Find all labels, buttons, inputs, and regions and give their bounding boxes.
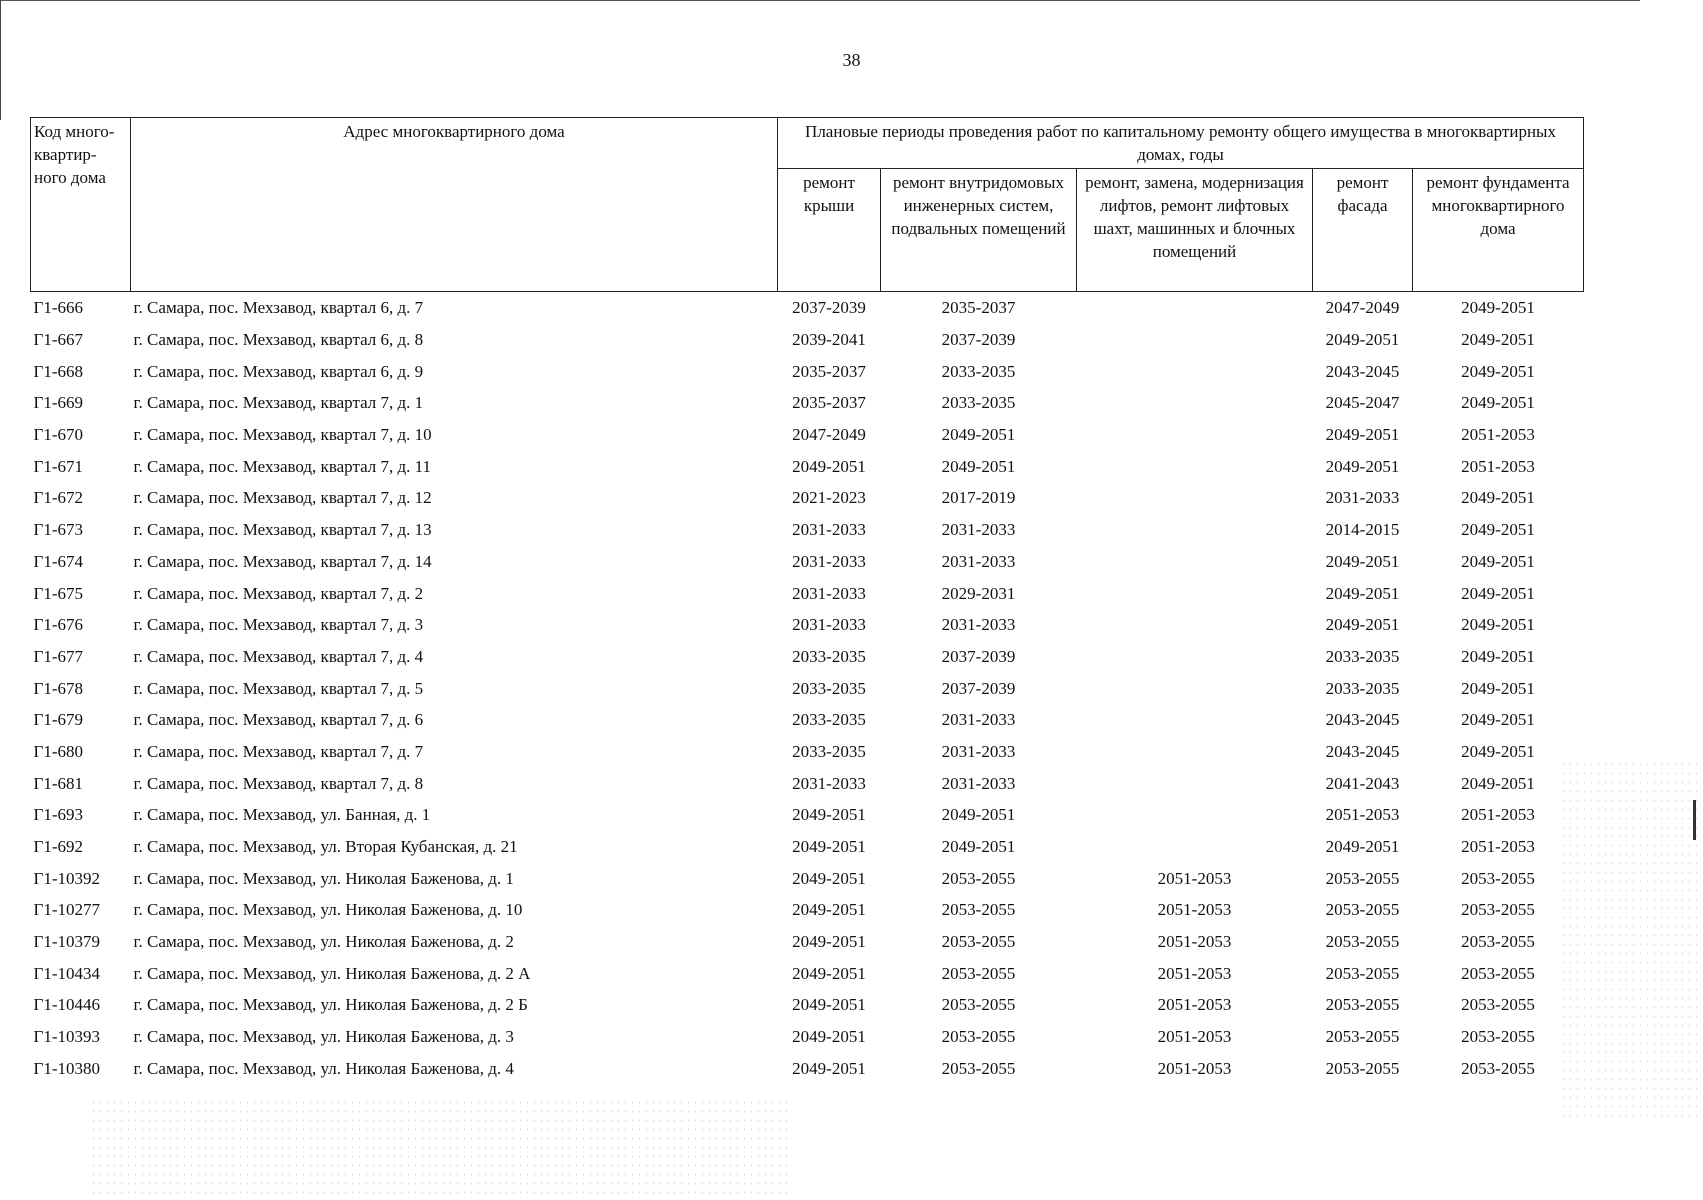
cell-engineering: 2035-2037: [941, 298, 1016, 318]
cell-engineering: 2053-2055: [941, 868, 1016, 888]
table-row: [31, 1053, 1584, 1085]
cell-lifts: 2051-2053: [1157, 1058, 1232, 1078]
cell-facade: 2053-2055: [1325, 1058, 1400, 1078]
cell-engineering: 2031-2033: [941, 741, 1016, 761]
header-foundation: ремонт фундамента многоквартирного дома: [1413, 169, 1584, 292]
cell-facade: 2049-2051: [1325, 425, 1400, 445]
cell-lifts: [1077, 609, 1313, 641]
cell-engineering: 2049-2051: [941, 805, 1016, 825]
cell-code: Г1-10434: [33, 963, 100, 983]
table-row: [31, 672, 1584, 704]
cell-lifts: [1077, 831, 1313, 863]
header-address: Адрес многоквартирного дома: [131, 118, 778, 292]
cell-roof: 2049-2051: [792, 1027, 866, 1047]
cell-address: г. Самара, пос. Мехзавод, ул. Николая Баженова, д. 1: [133, 868, 514, 888]
cell-address: г. Самара, пос. Мехзавод, ул. Николая Баженова, д. 2 Б: [133, 995, 528, 1015]
table-row: [31, 514, 1584, 546]
scan-noise-bottom: [90, 1098, 790, 1198]
table-header: [31, 118, 1584, 292]
cell-address: г. Самара, пос. Мехзавод, ул. Николая Баженова, д. 2 А: [133, 963, 531, 983]
cell-roof: 2035-2037: [792, 393, 866, 413]
cell-engineering: 2017-2019: [941, 488, 1016, 508]
cell-roof: 2033-2035: [792, 710, 866, 730]
cell-code: Г1-10392: [33, 868, 100, 888]
cell-lifts: 2051-2053: [1157, 868, 1232, 888]
cell-lifts: [1077, 641, 1313, 673]
table-row: [31, 419, 1584, 451]
cell-engineering: 2031-2033: [941, 551, 1016, 571]
cell-foundation: 2049-2051: [1461, 551, 1535, 571]
cell-roof: 2031-2033: [792, 583, 866, 603]
cell-foundation: 2049-2051: [1461, 741, 1535, 761]
cell-facade: 2031-2033: [1325, 488, 1400, 508]
cell-foundation: 2053-2055: [1461, 900, 1535, 920]
binding-mark: [1693, 800, 1696, 840]
cell-foundation: 2053-2055: [1461, 963, 1535, 983]
cell-address: г. Самара, пос. Мехзавод, квартал 7, д. 2: [133, 583, 424, 603]
cell-engineering: 2031-2033: [941, 773, 1016, 793]
cell-facade: 2014-2015: [1325, 520, 1400, 540]
cell-facade: 2053-2055: [1325, 963, 1400, 983]
cell-engineering: 2029-2031: [941, 583, 1016, 603]
cell-facade: 2047-2049: [1325, 298, 1400, 318]
cell-foundation: 2049-2051: [1461, 488, 1535, 508]
cell-foundation: 2053-2055: [1461, 1027, 1535, 1047]
cell-code: Г1-680: [33, 741, 83, 761]
cell-facade: 2053-2055: [1325, 995, 1400, 1015]
table-row: [31, 292, 1584, 324]
cell-lifts: [1077, 736, 1313, 768]
cell-lifts: [1077, 767, 1313, 799]
table-row: [31, 957, 1584, 989]
cell-roof: 2031-2033: [792, 551, 866, 571]
cell-engineering: 2031-2033: [941, 710, 1016, 730]
cell-engineering: 2053-2055: [941, 932, 1016, 952]
cell-facade: 2049-2051: [1325, 615, 1400, 635]
table-row: [31, 926, 1584, 958]
cell-lifts: [1077, 387, 1313, 419]
cell-lifts: [1077, 799, 1313, 831]
cell-foundation: 2051-2053: [1461, 456, 1535, 476]
table-row: [31, 324, 1584, 356]
table-row: [31, 355, 1584, 387]
header-periods-group: Плановые периоды проведения работ по капитальному ремонту общего имущества в многоквартирных домах, годы: [778, 118, 1584, 169]
cell-code: Г1-673: [33, 520, 83, 540]
table-row: [31, 894, 1584, 926]
header-engineering: ремонт внутридомовых инженерных систем, подвальных помещений: [881, 169, 1077, 292]
table-row: [31, 862, 1584, 894]
table-row: [31, 577, 1584, 609]
cell-roof: 2037-2039: [792, 298, 866, 318]
repair-schedule-table: [30, 117, 1584, 1084]
cell-roof: 2049-2051: [792, 868, 866, 888]
cell-foundation: 2049-2051: [1461, 330, 1535, 350]
cell-address: г. Самара, пос. Мехзавод, квартал 7, д. 14: [133, 551, 432, 571]
cell-engineering: 2031-2033: [941, 520, 1016, 540]
cell-lifts: [1077, 546, 1313, 578]
table-row: [31, 831, 1584, 863]
cell-lifts: 2051-2053: [1157, 1027, 1232, 1047]
cell-code: Г1-677: [33, 646, 83, 666]
cell-code: Г1-10446: [33, 995, 100, 1015]
cell-code: Г1-692: [33, 837, 83, 857]
table-row: [31, 989, 1584, 1021]
cell-address: г. Самара, пос. Мехзавод, квартал 7, д. 7: [133, 741, 424, 761]
cell-roof: 2049-2051: [792, 995, 866, 1015]
header-lifts: ремонт, замена, модернизация лифтов, ремонт лифтовых шахт, машинных и блочных помещений: [1077, 169, 1313, 292]
scan-edge-top: [0, 0, 1640, 1]
cell-address: г. Самара, пос. Мехзавод, квартал 6, д. 9: [133, 361, 424, 381]
cell-engineering: 2053-2055: [941, 1027, 1016, 1047]
cell-roof: 2031-2033: [792, 615, 866, 635]
cell-lifts: 2051-2053: [1157, 932, 1232, 952]
cell-lifts: [1077, 514, 1313, 546]
cell-address: г. Самара, пос. Мехзавод, ул. Вторая Кубанская, д. 21: [133, 837, 518, 857]
cell-lifts: [1077, 292, 1313, 324]
cell-facade: 2043-2045: [1325, 361, 1400, 381]
cell-facade: 2053-2055: [1325, 1027, 1400, 1047]
cell-foundation: 2051-2053: [1461, 805, 1535, 825]
cell-roof: 2049-2051: [792, 805, 866, 825]
header-code: Код много-квартир-ного дома: [31, 118, 131, 292]
cell-lifts: [1077, 419, 1313, 451]
cell-lifts: 2051-2053: [1157, 900, 1232, 920]
cell-address: г. Самара, пос. Мехзавод, квартал 7, д. 6: [133, 710, 424, 730]
table-row: [31, 736, 1584, 768]
cell-roof: 2049-2051: [792, 456, 866, 476]
cell-roof: 2039-2041: [792, 330, 866, 350]
cell-code: Г1-10277: [33, 900, 100, 920]
cell-address: г. Самара, пос. Мехзавод, квартал 7, д. 11: [133, 456, 432, 476]
cell-code: Г1-668: [33, 361, 83, 381]
cell-lifts: [1077, 324, 1313, 356]
cell-engineering: 2049-2051: [941, 837, 1016, 857]
cell-code: Г1-676: [33, 615, 83, 635]
cell-foundation: 2049-2051: [1461, 583, 1535, 603]
cell-address: г. Самара, пос. Мехзавод, ул. Николая Баженова, д. 4: [133, 1058, 514, 1078]
table-row: [31, 387, 1584, 419]
cell-address: г. Самара, пос. Мехзавод, квартал 7, д. 12: [133, 488, 432, 508]
cell-address: г. Самара, пос. Мехзавод, квартал 7, д. 8: [133, 773, 424, 793]
cell-lifts: [1077, 482, 1313, 514]
cell-foundation: 2049-2051: [1461, 773, 1535, 793]
table-row: [31, 641, 1584, 673]
cell-address: г. Самара, пос. Мехзавод, квартал 7, д. 3: [133, 615, 424, 635]
cell-facade: 2033-2035: [1325, 678, 1400, 698]
cell-roof: 2035-2037: [792, 361, 866, 381]
cell-code: Г1-669: [33, 393, 83, 413]
cell-roof: 2049-2051: [792, 1058, 866, 1078]
cell-engineering: 2053-2055: [941, 963, 1016, 983]
cell-foundation: 2049-2051: [1461, 393, 1535, 413]
cell-facade: 2033-2035: [1325, 646, 1400, 666]
header-roof: ремонт крыши: [778, 169, 881, 292]
table-row: [31, 1021, 1584, 1053]
cell-facade: 2049-2051: [1325, 330, 1400, 350]
cell-code: Г1-667: [33, 330, 83, 350]
cell-code: Г1-670: [33, 425, 83, 445]
cell-code: Г1-10380: [33, 1058, 100, 1078]
cell-code: Г1-10393: [33, 1027, 100, 1047]
cell-address: г. Самара, пос. Мехзавод, квартал 7, д. 1: [133, 393, 424, 413]
cell-lifts: [1077, 704, 1313, 736]
table-row: [31, 450, 1584, 482]
cell-facade: 2049-2051: [1325, 551, 1400, 571]
scan-noise-right: [1560, 760, 1703, 1120]
cell-facade: 2053-2055: [1325, 932, 1400, 952]
cell-engineering: 2031-2033: [941, 615, 1016, 635]
cell-foundation: 2049-2051: [1461, 361, 1535, 381]
cell-address: г. Самара, пос. Мехзавод, квартал 6, д. 8: [133, 330, 424, 350]
cell-roof: 2033-2035: [792, 646, 866, 666]
cell-facade: 2041-2043: [1325, 773, 1400, 793]
cell-code: Г1-671: [33, 456, 83, 476]
cell-address: г. Самара, пос. Мехзавод, квартал 7, д. 4: [133, 646, 424, 666]
cell-address: г. Самара, пос. Мехзавод, квартал 7, д. 13: [133, 520, 432, 540]
cell-facade: 2043-2045: [1325, 710, 1400, 730]
cell-facade: 2049-2051: [1325, 456, 1400, 476]
cell-engineering: 2049-2051: [941, 456, 1016, 476]
table-row: [31, 767, 1584, 799]
cell-roof: 2033-2035: [792, 678, 866, 698]
cell-foundation: 2049-2051: [1461, 646, 1535, 666]
cell-engineering: 2033-2035: [941, 361, 1016, 381]
cell-code: Г1-693: [33, 805, 83, 825]
cell-foundation: 2053-2055: [1461, 1058, 1535, 1078]
cell-foundation: 2053-2055: [1461, 995, 1535, 1015]
cell-lifts: 2051-2053: [1157, 963, 1232, 983]
cell-foundation: 2053-2055: [1461, 868, 1535, 888]
cell-lifts: [1077, 450, 1313, 482]
cell-engineering: 2053-2055: [941, 900, 1016, 920]
cell-code: Г1-666: [33, 298, 83, 318]
cell-foundation: 2053-2055: [1461, 932, 1535, 952]
cell-address: г. Самара, пос. Мехзавод, квартал 7, д. 5: [133, 678, 424, 698]
cell-code: Г1-672: [33, 488, 83, 508]
cell-code: Г1-679: [33, 710, 83, 730]
cell-foundation: 2049-2051: [1461, 615, 1535, 635]
cell-facade: 2053-2055: [1325, 868, 1400, 888]
cell-engineering: 2037-2039: [941, 330, 1016, 350]
cell-address: г. Самара, пос. Мехзавод, квартал 7, д. 10: [133, 425, 432, 445]
cell-engineering: 2037-2039: [941, 678, 1016, 698]
cell-code: Г1-10379: [33, 932, 100, 952]
table-row: [31, 609, 1584, 641]
table-row: [31, 799, 1584, 831]
cell-address: г. Самара, пос. Мехзавод, ул. Николая Баженова, д. 2: [133, 932, 514, 952]
cell-code: Г1-681: [33, 773, 83, 793]
cell-engineering: 2053-2055: [941, 995, 1016, 1015]
cell-lifts: [1077, 577, 1313, 609]
table-row: [31, 546, 1584, 578]
table-body: [31, 292, 1584, 1085]
cell-roof: 2049-2051: [792, 963, 866, 983]
cell-foundation: 2049-2051: [1461, 520, 1535, 540]
cell-roof: 2021-2023: [792, 488, 866, 508]
cell-facade: 2053-2055: [1325, 900, 1400, 920]
cell-address: г. Самара, пос. Мехзавод, ул. Банная, д. 1: [133, 805, 431, 825]
cell-foundation: 2049-2051: [1461, 710, 1535, 730]
cell-roof: 2049-2051: [792, 900, 866, 920]
cell-lifts: [1077, 672, 1313, 704]
cell-roof: 2031-2033: [792, 773, 866, 793]
cell-lifts: [1077, 355, 1313, 387]
cell-code: Г1-678: [33, 678, 83, 698]
page-number: 38: [842, 50, 861, 70]
cell-code: Г1-675: [33, 583, 83, 603]
cell-roof: 2033-2035: [792, 741, 866, 761]
cell-facade: 2045-2047: [1325, 393, 1400, 413]
cell-engineering: 2053-2055: [941, 1058, 1016, 1078]
cell-address: г. Самара, пос. Мехзавод, ул. Николая Баженова, д. 3: [133, 1027, 514, 1047]
cell-foundation: 2049-2051: [1461, 298, 1535, 318]
cell-facade: 2049-2051: [1325, 837, 1400, 857]
cell-foundation: 2051-2053: [1461, 425, 1535, 445]
cell-engineering: 2049-2051: [941, 425, 1016, 445]
cell-roof: 2047-2049: [792, 425, 866, 445]
cell-lifts: 2051-2053: [1157, 995, 1232, 1015]
cell-address: г. Самара, пос. Мехзавод, ул. Николая Баженова, д. 10: [133, 900, 523, 920]
cell-foundation: 2051-2053: [1461, 837, 1535, 857]
cell-facade: 2051-2053: [1325, 805, 1400, 825]
header-facade: ремонт фасада: [1313, 169, 1413, 292]
table-row: [31, 704, 1584, 736]
table-row: [31, 482, 1584, 514]
cell-foundation: 2049-2051: [1461, 678, 1535, 698]
cell-engineering: 2033-2035: [941, 393, 1016, 413]
cell-engineering: 2037-2039: [941, 646, 1016, 666]
cell-roof: 2049-2051: [792, 837, 866, 857]
cell-address: г. Самара, пос. Мехзавод, квартал 6, д. 7: [133, 298, 424, 318]
cell-facade: 2043-2045: [1325, 741, 1400, 761]
cell-roof: 2049-2051: [792, 932, 866, 952]
cell-code: Г1-674: [33, 551, 83, 571]
cell-facade: 2049-2051: [1325, 583, 1400, 603]
cell-roof: 2031-2033: [792, 520, 866, 540]
